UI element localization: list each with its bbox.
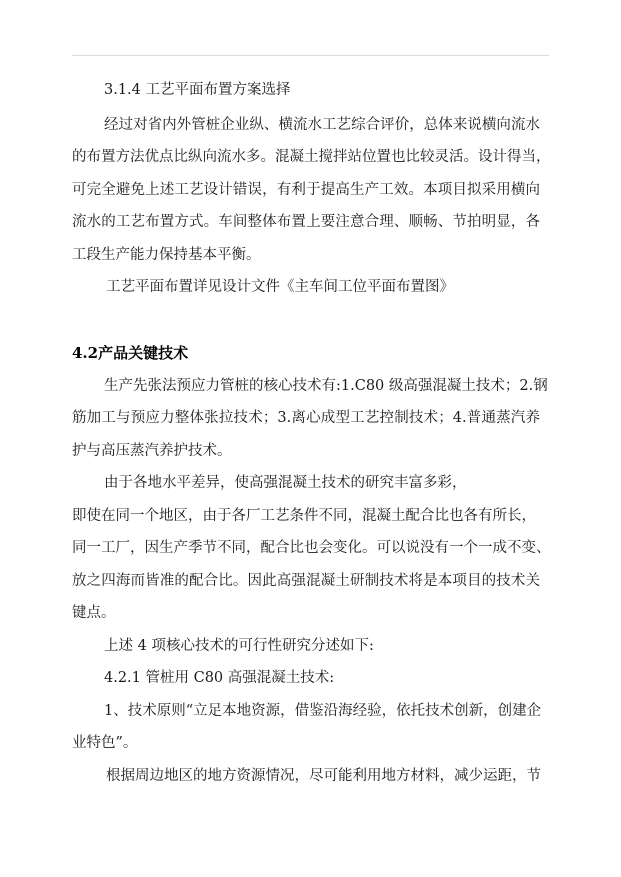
subsection-4-2-1-title: 4.2.1 管桩用 C80 高强混凝土技术:	[104, 670, 335, 686]
paragraph-line: 1、技术原则“立足本地资源，借鉴沿海经验，依托技术创新，创建企	[104, 703, 542, 719]
paragraph-line: 生产先张法预应力管桩的核心技术有:1.C80 级高强混凝土技术；2.钢	[104, 378, 548, 394]
section-3-1-4-title: 3.1.4 工艺平面布置方案选择	[104, 82, 291, 98]
paragraph-line: 工段生产能力保持基本平衡。	[72, 247, 261, 263]
paragraph-line: 放之四海而皆准的配合比。因此高强混凝土研制技术将是本项目的技术关	[72, 573, 540, 589]
paragraph-line: 键点。	[72, 605, 116, 621]
section-4-2-title: 4.2产品关键技术	[72, 344, 189, 362]
paragraph-line: 筋加工与预应力整体张拉技术；3.离心成型工艺控制技术；4.普通蒸汽养	[72, 410, 540, 426]
paragraph-line: 由于各地水平差异，使高强混凝土技术的研究丰富多彩，	[104, 475, 467, 491]
paragraph-line: 经过对省内外管桩企业纵、横流水工艺综合评价，总体来说横向流水	[104, 117, 540, 133]
paragraph-line: 流水的工艺布置方式。车间整体布置上要注意合理、顺畅、节拍明显，各	[72, 214, 540, 230]
paragraph-line: 可完全避免上述工艺设计错误，有利于提高生产工效。本项目拟采用横向	[72, 182, 540, 198]
layout-reference-line: 工艺平面布置详见设计文件《主车间工位平面布置图》	[106, 279, 454, 295]
paragraph-line: 护与高压蒸汽养护技术。	[72, 443, 232, 459]
paragraph-line: 上述 4 项核心技术的可行性研究分述如下:	[104, 638, 374, 654]
paragraph-line: 业特色”。	[72, 735, 138, 751]
paragraph-line: 的布置方法优点比纵向流水多。混凝土搅拌站位置也比较灵活。设计得当，	[72, 149, 551, 165]
paragraph-line: 同一工厂，因生产季节不同，配合比也会变化。可以说没有一个一成不变、	[72, 540, 551, 556]
header-rule	[72, 55, 549, 56]
paragraph-line: 即使在同一个地区，由于各厂工艺条件不同，混凝土配合比也各有所长，	[72, 508, 536, 524]
paragraph-line: 根据周边地区的地方资源情况，尽可能利用地方材料，减少运距，节	[106, 768, 541, 784]
